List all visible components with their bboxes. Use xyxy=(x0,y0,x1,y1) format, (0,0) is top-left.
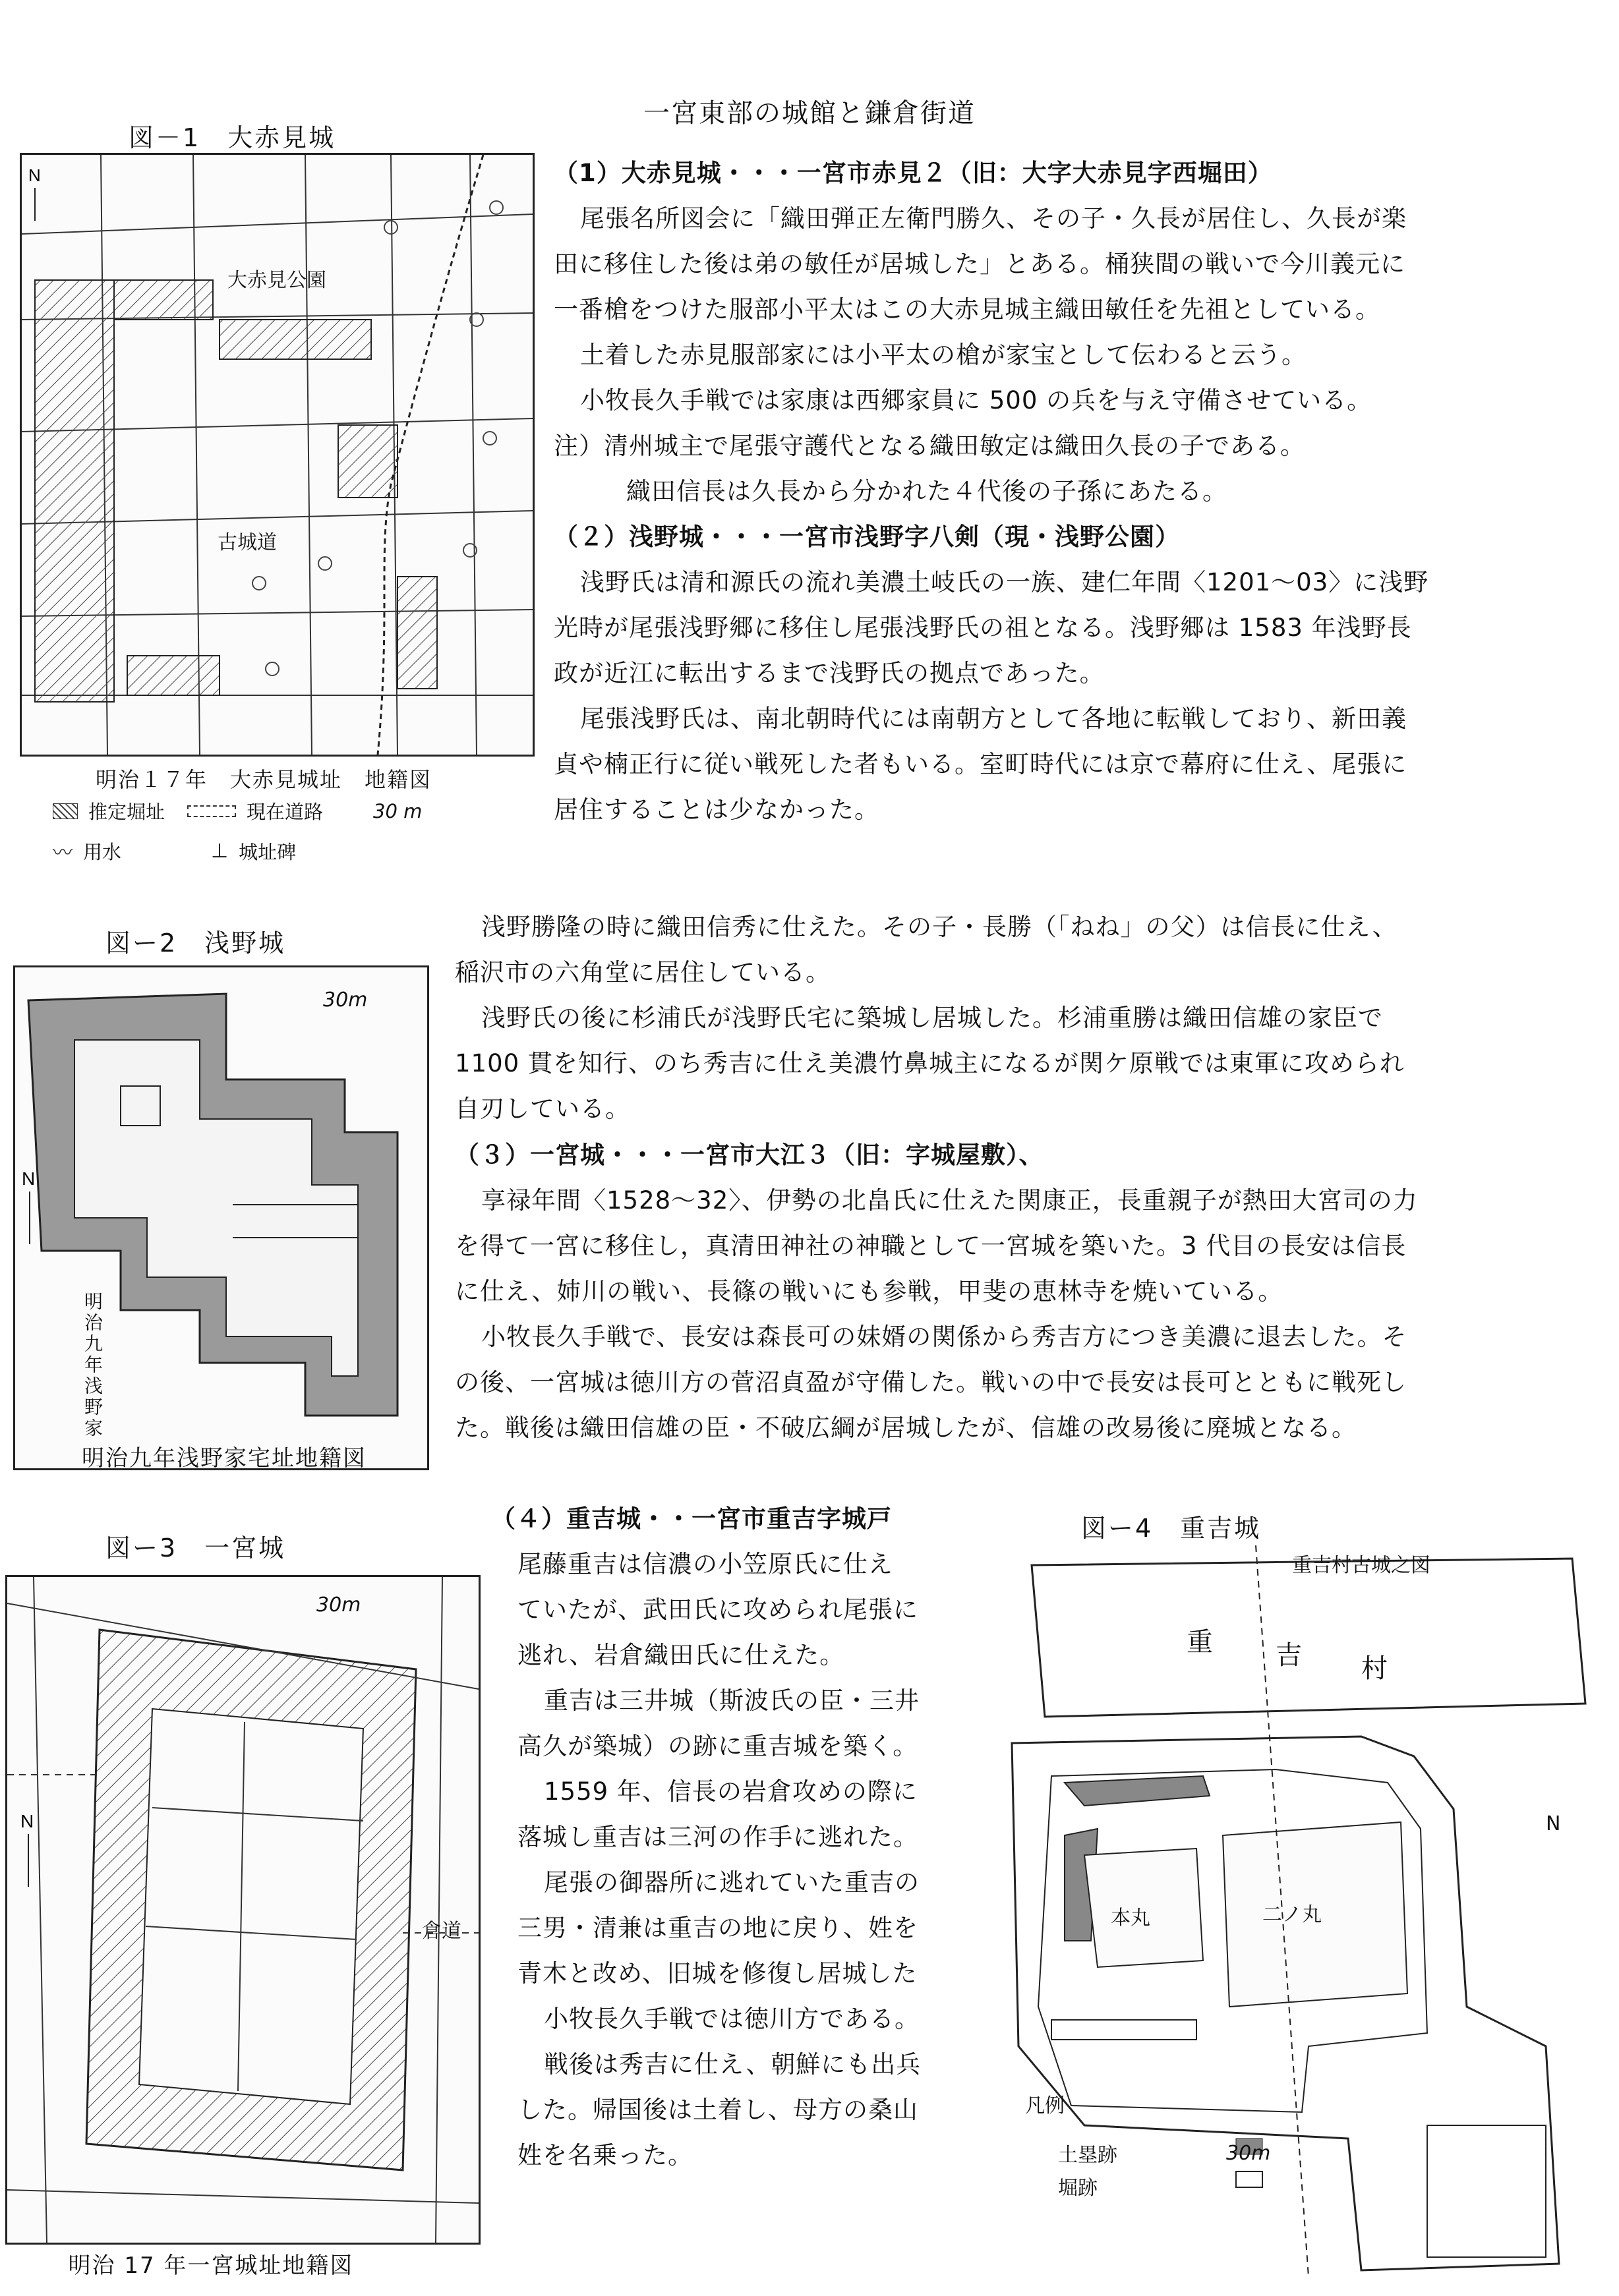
monument-swatch-icon: ⊥ xyxy=(211,839,229,863)
section4-heading: （４）重吉城・・一宮市重吉字城戸 xyxy=(491,1505,892,1533)
section4-line: した。帰国後は土着し、母方の桑山 xyxy=(517,2096,918,2124)
figure3-map-title: 明治 17 年一宮城址地籍図 xyxy=(68,2253,354,2279)
figure3-north: N xyxy=(20,1811,34,1831)
section3-line: た。戦後は織田信雄の臣・不破広綱が居城したが、信雄の改易後に廃城となる。 xyxy=(455,1414,1357,1442)
section2-heading: （２）浅野城・・・一宮市浅野字八剣（現・浅野公園） xyxy=(554,523,1180,551)
section2-line: 貞や楠正行に従い戦死した者もいる。室町時代には京で幕府に仕え、尾張に xyxy=(554,750,1407,778)
section2-line: 尾張浅野氏は、南北朝時代には南朝方として各地に転戦しており、新田義 xyxy=(580,704,1407,733)
legend-water-label: 用水 xyxy=(83,840,122,863)
figure3-scale: 30m xyxy=(316,1593,361,1617)
section2-line: 1100 貫を知行、のち秀吉に仕え美濃竹鼻城主になるが関ケ原戦では東軍に攻められ xyxy=(455,1049,1405,1077)
figure4-village-char: 重 xyxy=(1187,1627,1213,1657)
figure1-park-label: 大赤見公園 xyxy=(227,269,326,292)
section2-continued xyxy=(455,904,1575,1132)
section2-line: 浅野勝隆の時に織田信秀に仕えた。その子・長勝（「ねね」の父）は信長に仕え、 xyxy=(481,913,1398,941)
figure2-scale: 30m xyxy=(323,989,368,1012)
section2-line: 政が近江に転出するまで浅野氏の拠点であった。 xyxy=(554,659,1105,687)
section2-line: 稲沢市の六角堂に居住している。 xyxy=(455,958,831,987)
section1-heading: （1）大赤見城・・・一宮市赤見２（旧：大字大赤見字西堀田） xyxy=(554,159,1273,187)
section4-line: 尾藤重吉は信濃の小笠原氏に仕え xyxy=(517,1550,893,1578)
figure2-map xyxy=(13,965,429,1470)
section4-line: 高久が築城）の跡に重吉城を築く。 xyxy=(517,1732,918,1760)
figure4-village-char: 村 xyxy=(1361,1653,1388,1684)
section2-line: 居住することは少なかった。 xyxy=(554,795,879,824)
figure4-north: N xyxy=(1546,1812,1561,1835)
figure1-map xyxy=(20,153,535,757)
section3-line: を得て一宮に移住し，真清田神社の神職として一宮城を築いた。3 代目の長安は信長 xyxy=(455,1232,1407,1260)
figure1-caption: 図－1 大赤見城 xyxy=(129,123,336,152)
figure2-north: N xyxy=(22,1168,36,1189)
section1-note: 織田信長は久長から分かれた４代後の子孫にあたる。 xyxy=(626,477,1227,505)
section4-line: ていたが、武田氏に攻められ尾張に xyxy=(517,1595,918,1624)
figure2-map-title: 明治九年浅野家宅址地籍図 xyxy=(82,1445,367,1472)
section4 xyxy=(491,1496,1005,2178)
figure2-side-text: 明治九年浅野家 xyxy=(82,1292,103,1439)
section3-line: 享禄年間〈1528～32〉、伊勢の北畠氏に仕えた関康正，長重親子が熱田大宮司の力 xyxy=(481,1186,1418,1215)
section1-line: 土着した赤見服部家には小平太の槍が家宝として伝わると云う。 xyxy=(580,341,1307,369)
section2-line: 光時が尾張浅野郷に移住し尾張浅野氏の祖となる。浅野郷は 1583 年浅野長 xyxy=(554,614,1412,642)
figure4-legend-title: 凡例 xyxy=(1025,2094,1065,2117)
section4-line: 重吉は三井城（斯波氏の臣・三井 xyxy=(544,1686,920,1715)
figure4-title: 重吉村古城之図 xyxy=(1292,1554,1430,1577)
water-swatch-icon: 〰 xyxy=(53,842,73,865)
figure1-road-label: 古城道 xyxy=(218,531,277,554)
figure4-scale: 30m xyxy=(1226,2142,1271,2165)
svg-text:N: N xyxy=(28,165,41,185)
section4-line: 小牧長久手戦では徳川方である。 xyxy=(544,2005,920,2033)
section3 xyxy=(455,1132,1575,1450)
section4-line: 戦後は秀吉に仕え、朝鮮にも出兵 xyxy=(544,2050,922,2079)
section2-line: 浅野氏の後に杉浦氏が浅野氏宅に築城し居城した。杉浦重勝は織田信雄の家臣で xyxy=(481,1004,1383,1032)
figure4-ninomaru-label: 二ノ丸 xyxy=(1262,1903,1322,1926)
figure4-village-char: 吉 xyxy=(1276,1640,1302,1671)
figure1-map-title: 明治１７年 大赤見城址 地籍図 xyxy=(95,767,432,792)
section3-line: の後、一宮城は徳川方の菅沼貞盈が守備した。戦いの中で長安は長可とともに戦死し xyxy=(455,1368,1407,1396)
legend-monument-label: 城址碑 xyxy=(239,840,297,863)
section4-line: 三男・清兼は重吉の地に戻り、姓を xyxy=(517,1914,918,1942)
section4-line: 青木と改め、旧城を修復し居城した xyxy=(517,1959,918,1988)
section4-line: 姓を名乗った。 xyxy=(517,2141,693,2169)
section2-line: 自刃している。 xyxy=(455,1095,630,1123)
section1 xyxy=(554,150,1569,514)
figure3-caption: 図ー3 一宮城 xyxy=(105,1534,286,1563)
section1-line: 小牧長久手戦では家康は西郷家員に 500 の兵を与え守備させている。 xyxy=(580,386,1372,415)
figure4-legend-dorui: 土塁跡 xyxy=(1058,2144,1117,2167)
section1-line: 一番槍をつけた服部小平太はこの大赤見城主織田敏任を先祖としている。 xyxy=(554,295,1380,324)
figure1-legend xyxy=(53,797,527,865)
moat-swatch-icon xyxy=(53,803,78,819)
figure4-caption: 図ー4 重吉城 xyxy=(1081,1514,1262,1543)
section4-line: 落城し重吉は三河の作手に逃れた。 xyxy=(517,1823,918,1851)
legend-scale-label: 30 m xyxy=(373,799,423,822)
section3-line: に仕え、姉川の戦い、長篠の戦いにも参戦，甲斐の恵林寺を焼いている。 xyxy=(455,1277,1283,1306)
figure1-map-drawing xyxy=(22,155,533,755)
section2-line: 浅野氏は清和源氏の流れ美濃土岐氏の一族、建仁年間〈1201～03〉に浅野 xyxy=(580,568,1429,596)
section1-note: 注）清州城主で尾張守護代となる織田敏定は織田久長の子である。 xyxy=(554,432,1305,460)
figure2-map-drawing xyxy=(15,967,427,1468)
section4-line: 逃れ、岩倉織田氏に仕えた。 xyxy=(517,1641,845,1669)
section3-line: 小牧長久手戦で、長安は森長可の妹婿の関係から秀吉方につき美濃に退去した。そ xyxy=(481,1323,1407,1351)
section1-line: 尾張名所図会に「織田弾正左衛門勝久、その子・久長が居住し、久長が楽 xyxy=(580,204,1407,233)
document-title: 一宮東部の城館と鎌倉街道 xyxy=(643,98,976,129)
figure3-map xyxy=(5,1575,481,2245)
section2 xyxy=(554,514,1569,832)
section4-line: 尾張の御器所に逃れていた重吉の xyxy=(544,1868,920,1897)
figure3-map-drawing xyxy=(7,1577,479,2243)
road-swatch-icon xyxy=(187,805,236,817)
figure4-legend-hori: 堀跡 xyxy=(1058,2177,1098,2200)
legend-moat-label: 推定堀址 xyxy=(88,801,165,823)
figure3-road-label: 倉道 xyxy=(422,1920,461,1943)
section4-line: 1559 年、信長の岩倉攻めの際に xyxy=(544,1777,918,1806)
section1-line: 田に移住した後は弟の敏任が居城した」とある。桶狭間の戦いで今川義元に xyxy=(554,250,1405,278)
legend-road-label: 現在道路 xyxy=(247,801,324,823)
figure4-honmaru-label: 本丸 xyxy=(1111,1907,1150,1930)
section3-heading: （３）一宮城・・・一宮市大江３（旧：字城屋敷）、 xyxy=(455,1141,1044,1169)
figure2-caption: 図ー2 浅野城 xyxy=(105,929,286,958)
